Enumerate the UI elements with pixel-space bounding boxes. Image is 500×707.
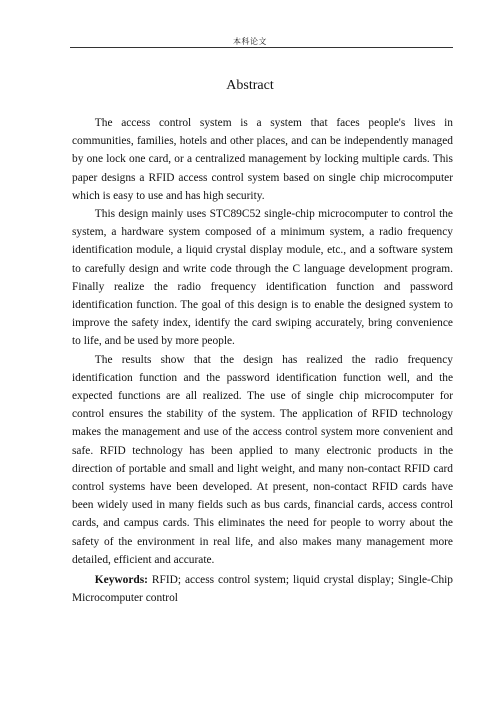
keywords-line bbox=[72, 571, 453, 607]
keywords-text: RFID; access control system; liquid crystal display; Single-Chip Microcomputer control bbox=[72, 574, 453, 605]
abstract-body bbox=[72, 114, 453, 569]
header-rule bbox=[70, 47, 453, 48]
abstract-paragraph: The results show that the design has realized the radio frequency identification function and the password identification function well, and the expected functions are all realized. The use of single chip microcomputer for control ensures the stability of the system. The application of RFID technology makes the management and use of the access control system more convenient and safe. RFID technology has been applied to many electronic products in the direction of portable and small and light weight, and many non-contact RFID card control systems have been developed. At present, non-contact RFID cards have been widely used in many fields such as bus cards, financial cards, access control cards, and campus cards. This eliminates the need for people to worry about the safety of the environment in real life, and also makes many management more detailed, efficient and accurate. bbox=[72, 353, 453, 566]
abstract-paragraph: The access control system is a system that faces people's lives in communities, families, hotels and other places, and can be independently managed by one lock one card, or a centralized management by locking multiple cards. This paper designs a RFID access control system based on single chip microcomputer which is easy to use and has high security. bbox=[72, 117, 453, 202]
abstract-paragraph: This design mainly uses STC89C52 single-chip microcomputer to control the system, a hardware system composed of a minimum system, a radio frequency identification module, a liquid crystal display module, etc., and a software system to carefully design and write code through the C language development program. Finally realize the radio frequency identification function and password identification function. The goal of this design is to enable the designed system to improve the safety index, identify the card swiping accurately, bring convenience to life, and be used by more people. bbox=[72, 208, 453, 348]
keywords-label: Keywords: bbox=[94, 574, 148, 586]
abstract-title: Abstract bbox=[226, 78, 274, 93]
running-header: 本科论文 bbox=[233, 37, 267, 46]
